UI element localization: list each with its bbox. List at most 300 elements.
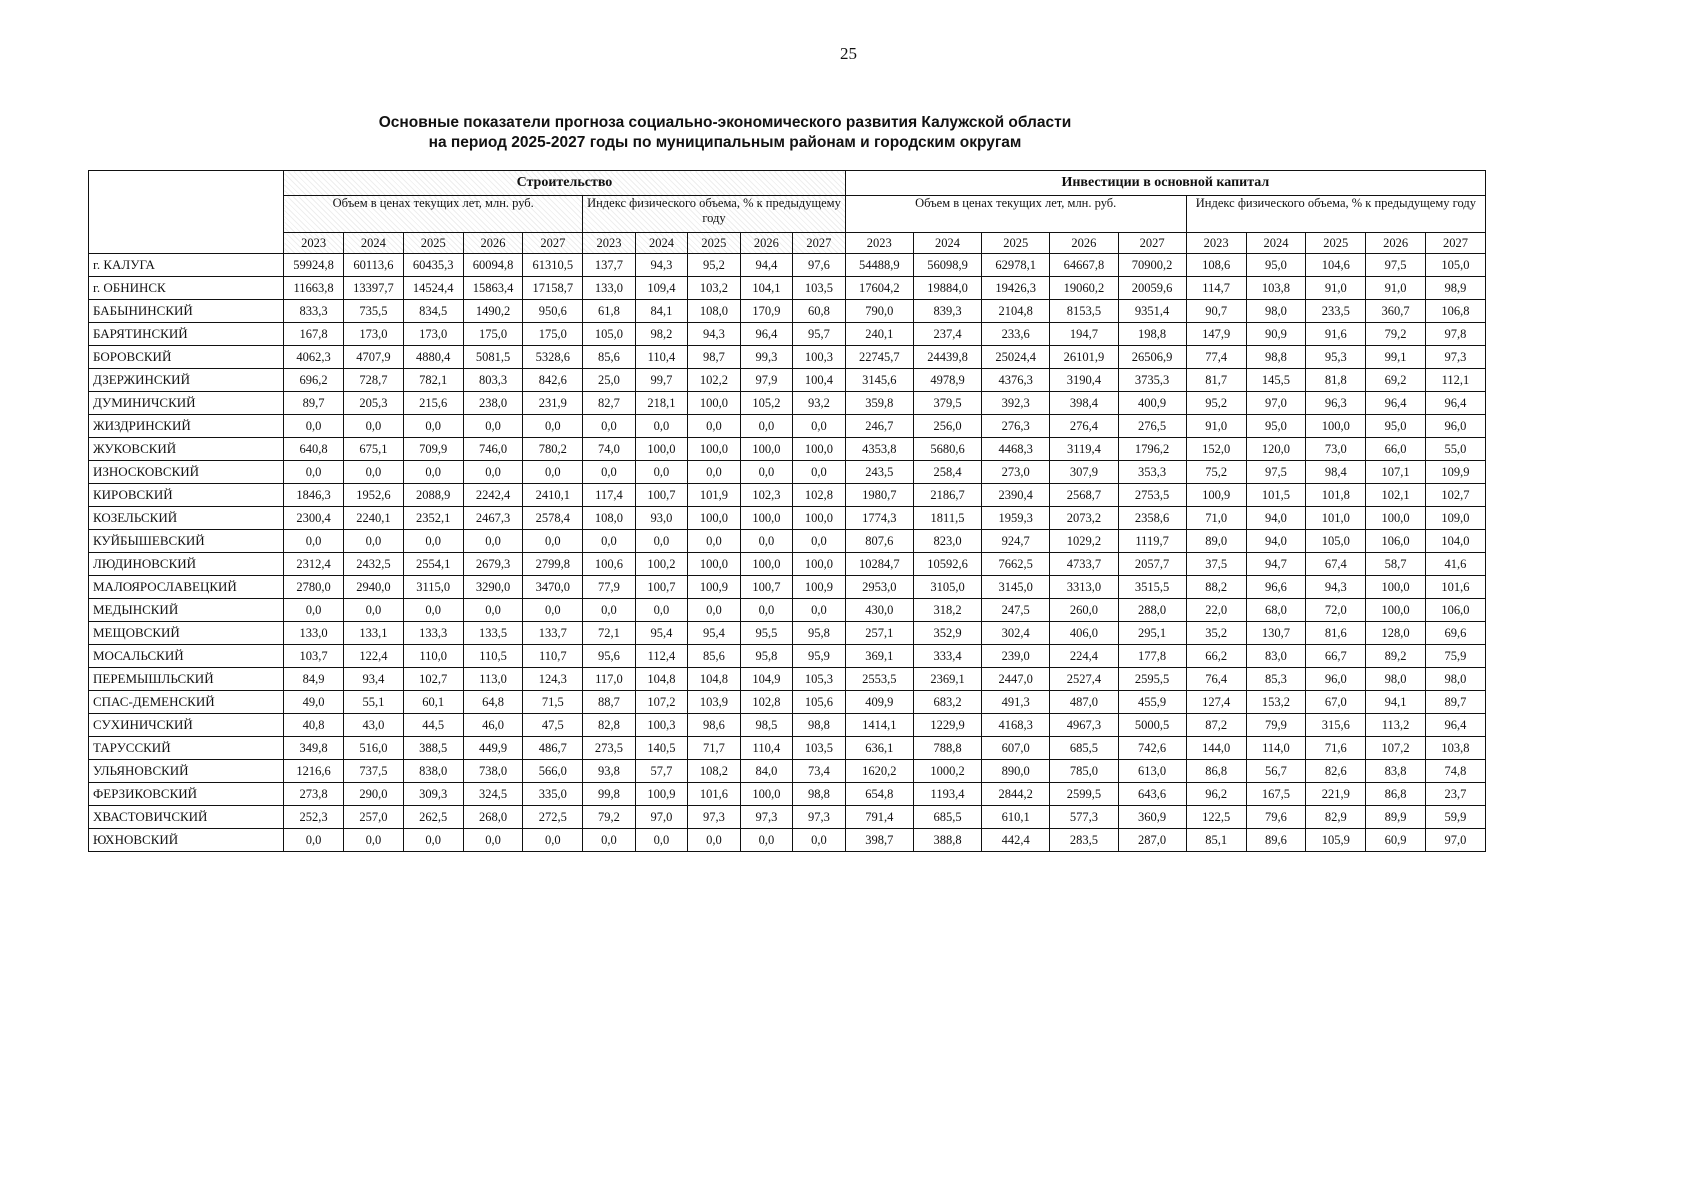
investment-index-cell: 74,8 <box>1425 760 1485 783</box>
construction-volume-cell: 1490,2 <box>463 300 523 323</box>
investment-index-cell: 106,8 <box>1425 300 1485 323</box>
construction-volume-cell: 167,8 <box>284 323 344 346</box>
construction-volume-cell: 4707,9 <box>344 346 404 369</box>
investment-index-cell: 95,3 <box>1306 346 1366 369</box>
construction-volume-cell: 2242,4 <box>463 484 523 507</box>
construction-index-cell: 98,6 <box>688 714 740 737</box>
construction-volume-cell: 124,3 <box>523 668 583 691</box>
construction-volume-cell: 60094,8 <box>463 254 523 277</box>
construction-volume-cell: 2300,4 <box>284 507 344 530</box>
investment-index-cell: 152,0 <box>1186 438 1246 461</box>
construction-volume-cell: 60113,6 <box>344 254 404 277</box>
construction-index-cell: 74,0 <box>583 438 635 461</box>
investment-volume-cell: 307,9 <box>1050 461 1118 484</box>
investment-volume-cell: 2844,2 <box>982 783 1050 806</box>
construction-volume-cell: 738,0 <box>463 760 523 783</box>
construction-index-cell: 103,5 <box>793 277 846 300</box>
district-name: г. ОБНИНСК <box>89 277 284 300</box>
investment-index-cell: 95,0 <box>1366 415 1426 438</box>
construction-volume-cell: 14524,4 <box>403 277 463 300</box>
construction-index-cell: 99,3 <box>740 346 792 369</box>
investment-volume-cell: 273,0 <box>982 461 1050 484</box>
investment-volume-cell: 224,4 <box>1050 645 1118 668</box>
investment-index-cell: 94,0 <box>1246 507 1306 530</box>
investment-index-cell: 67,0 <box>1306 691 1366 714</box>
construction-volume-cell: 0,0 <box>284 461 344 484</box>
investment-volume-cell: 288,0 <box>1118 599 1186 622</box>
table-row <box>89 438 1486 461</box>
investment-volume-cell: 276,3 <box>982 415 1050 438</box>
district-name: МЕЩОВСКИЙ <box>89 622 284 645</box>
investment-index-cell: 97,0 <box>1425 829 1485 852</box>
construction-index-cell: 100,0 <box>635 438 687 461</box>
investment-volume-year-header: 2026 <box>1050 233 1118 254</box>
investment-index-cell: 83,8 <box>1366 760 1426 783</box>
investment-volume-cell: 17604,2 <box>845 277 913 300</box>
subheader-row <box>89 196 1486 233</box>
construction-volume-cell: 696,2 <box>284 369 344 392</box>
investment-index-cell: 71,6 <box>1306 737 1366 760</box>
investment-index-cell: 122,5 <box>1186 806 1246 829</box>
construction-index-cell: 95,8 <box>793 622 846 645</box>
investment-volume-cell: 247,5 <box>982 599 1050 622</box>
construction-index-cell: 100,0 <box>740 553 792 576</box>
construction-index-cell: 0,0 <box>635 599 687 622</box>
investment-index-cell: 96,4 <box>1425 714 1485 737</box>
investment-volume-cell: 2595,5 <box>1118 668 1186 691</box>
investment-index-cell: 120,0 <box>1246 438 1306 461</box>
investment-index-cell: 56,7 <box>1246 760 1306 783</box>
construction-volume-cell: 1216,6 <box>284 760 344 783</box>
construction-volume-cell: 566,0 <box>523 760 583 783</box>
investment-volume-cell: 1414,1 <box>845 714 913 737</box>
construction-volume-cell: 0,0 <box>344 829 404 852</box>
investment-index-cell: 101,5 <box>1246 484 1306 507</box>
investment-index-cell: 58,7 <box>1366 553 1426 576</box>
investment-volume-cell: 369,1 <box>845 645 913 668</box>
construction-volume-cell: 0,0 <box>523 829 583 852</box>
construction-index-cell: 57,7 <box>635 760 687 783</box>
investment-index-cell: 89,9 <box>1366 806 1426 829</box>
investment-index-cell: 315,6 <box>1306 714 1366 737</box>
construction-volume-cell: 2467,3 <box>463 507 523 530</box>
investment-index-cell: 144,0 <box>1186 737 1246 760</box>
investment-index-cell: 81,7 <box>1186 369 1246 392</box>
construction-index-cell: 100,2 <box>635 553 687 576</box>
investment-index-cell: 145,5 <box>1246 369 1306 392</box>
indicators-table <box>88 170 1486 852</box>
table-row <box>89 829 1486 852</box>
construction-index-year-header: 2026 <box>740 233 792 254</box>
investment-volume-cell: 4967,3 <box>1050 714 1118 737</box>
investment-index-cell: 105,0 <box>1306 530 1366 553</box>
construction-index-cell: 94,4 <box>740 254 792 277</box>
investment-volume-cell: 8153,5 <box>1050 300 1118 323</box>
investment-volume-cell: 360,9 <box>1118 806 1186 829</box>
investment-index-cell: 360,7 <box>1366 300 1426 323</box>
investment-volume-cell: 3313,0 <box>1050 576 1118 599</box>
year-header-row <box>89 233 1486 254</box>
investment-volume-cell: 19426,3 <box>982 277 1050 300</box>
construction-index-cell: 100,0 <box>740 783 792 806</box>
construction-volume-cell: 273,8 <box>284 783 344 806</box>
investment-volume-cell: 198,8 <box>1118 323 1186 346</box>
table-row <box>89 599 1486 622</box>
investment-volume-cell: 9351,4 <box>1118 300 1186 323</box>
page-number: 25 <box>840 44 857 63</box>
investment-volume-cell: 26506,9 <box>1118 346 1186 369</box>
construction-index-cell: 0,0 <box>740 829 792 852</box>
construction-index-year-header: 2023 <box>583 233 635 254</box>
construction-volume-cell: 215,6 <box>403 392 463 415</box>
construction-index-cell: 88,7 <box>583 691 635 714</box>
construction-volume-cell: 0,0 <box>403 415 463 438</box>
table-row <box>89 691 1486 714</box>
construction-index-cell: 97,0 <box>635 806 687 829</box>
investment-volume-cell: 243,5 <box>845 461 913 484</box>
investment-volume-cell: 2073,2 <box>1050 507 1118 530</box>
construction-volume-cell: 49,0 <box>284 691 344 714</box>
construction-index-cell: 101,9 <box>688 484 740 507</box>
investment-volume-cell: 654,8 <box>845 783 913 806</box>
construction-volume-cell: 173,0 <box>344 323 404 346</box>
construction-index-cell: 0,0 <box>583 530 635 553</box>
investment-volume-cell: 10284,7 <box>845 553 913 576</box>
investment-volume-cell: 400,9 <box>1118 392 1186 415</box>
construction-volume-cell: 309,3 <box>403 783 463 806</box>
table-row <box>89 760 1486 783</box>
construction-volume-cell: 516,0 <box>344 737 404 760</box>
investment-index-cell: 94,3 <box>1306 576 1366 599</box>
district-column-header <box>89 171 284 254</box>
investment-index-cell: 59,9 <box>1425 806 1485 829</box>
investment-index-cell: 98,4 <box>1306 461 1366 484</box>
construction-volume-year-header: 2026 <box>463 233 523 254</box>
investment-index-cell: 100,0 <box>1366 576 1426 599</box>
investment-volume-cell: 610,1 <box>982 806 1050 829</box>
construction-volume-cell: 43,0 <box>344 714 404 737</box>
investment-volume-cell: 406,0 <box>1050 622 1118 645</box>
construction-volume-cell: 803,3 <box>463 369 523 392</box>
construction-volume-cell: 728,7 <box>344 369 404 392</box>
investment-index-cell: 104,0 <box>1425 530 1485 553</box>
investment-volume-cell: 1980,7 <box>845 484 913 507</box>
investment-index-year-header: 2027 <box>1425 233 1485 254</box>
investment-volume-cell: 839,3 <box>913 300 981 323</box>
investment-index-cell: 100,0 <box>1366 599 1426 622</box>
investment-index-cell: 91,0 <box>1366 277 1426 300</box>
district-name: БАБЫНИНСКИЙ <box>89 300 284 323</box>
construction-index-cell: 105,6 <box>793 691 846 714</box>
investment-index-cell: 97,8 <box>1425 323 1485 346</box>
district-name: МАЛОЯРОСЛАВЕЦКИЙ <box>89 576 284 599</box>
construction-volume-cell: 2352,1 <box>403 507 463 530</box>
construction-index-cell: 110,4 <box>635 346 687 369</box>
investment-volume-cell: 24439,8 <box>913 346 981 369</box>
investment-volume-cell: 636,1 <box>845 737 913 760</box>
investment-volume-cell: 1029,2 <box>1050 530 1118 553</box>
construction-volume-cell: 675,1 <box>344 438 404 461</box>
construction-volume-cell: 71,5 <box>523 691 583 714</box>
investment-index-header: Индекс физического объема, % к предыдущему году <box>1186 196 1485 233</box>
investment-index-cell: 73,0 <box>1306 438 1366 461</box>
construction-index-cell: 97,9 <box>740 369 792 392</box>
construction-volume-cell: 0,0 <box>344 530 404 553</box>
district-name: ДЗЕРЖИНСКИЙ <box>89 369 284 392</box>
investment-volume-cell: 2527,4 <box>1050 668 1118 691</box>
construction-volume-cell: 1846,3 <box>284 484 344 507</box>
table-row <box>89 369 1486 392</box>
investment-volume-cell: 3515,5 <box>1118 576 1186 599</box>
investment-volume-year-header: 2025 <box>982 233 1050 254</box>
investment-volume-cell: 430,0 <box>845 599 913 622</box>
construction-volume-cell: 133,5 <box>463 622 523 645</box>
construction-index-cell: 97,3 <box>740 806 792 829</box>
construction-index-cell: 73,4 <box>793 760 846 783</box>
construction-index-cell: 102,2 <box>688 369 740 392</box>
investment-volume-cell: 26101,9 <box>1050 346 1118 369</box>
construction-index-cell: 0,0 <box>740 415 792 438</box>
construction-index-cell: 97,3 <box>793 806 846 829</box>
investment-index-cell: 96,2 <box>1186 783 1246 806</box>
construction-volume-cell: 2940,0 <box>344 576 404 599</box>
construction-index-cell: 0,0 <box>583 415 635 438</box>
construction-index-cell: 104,8 <box>688 668 740 691</box>
construction-index-cell: 100,6 <box>583 553 635 576</box>
investment-volume-cell: 25024,4 <box>982 346 1050 369</box>
construction-volume-cell: 110,7 <box>523 645 583 668</box>
district-name: ФЕРЗИКОВСКИЙ <box>89 783 284 806</box>
investment-index-cell: 100,0 <box>1366 507 1426 530</box>
construction-volume-cell: 110,0 <box>403 645 463 668</box>
construction-volume-cell: 0,0 <box>463 829 523 852</box>
investment-volume-cell: 4733,7 <box>1050 553 1118 576</box>
investment-volume-cell: 19060,2 <box>1050 277 1118 300</box>
investment-index-cell: 94,7 <box>1246 553 1306 576</box>
construction-volume-cell: 84,9 <box>284 668 344 691</box>
investment-index-cell: 75,9 <box>1425 645 1485 668</box>
investment-index-cell: 95,2 <box>1186 392 1246 415</box>
investment-volume-cell: 379,5 <box>913 392 981 415</box>
investment-index-cell: 98,9 <box>1425 277 1485 300</box>
construction-index-year-header: 2025 <box>688 233 740 254</box>
investment-index-cell: 103,8 <box>1425 737 1485 760</box>
investment-volume-cell: 790,0 <box>845 300 913 323</box>
construction-volume-cell: 103,7 <box>284 645 344 668</box>
construction-index-cell: 100,7 <box>635 484 687 507</box>
investment-volume-cell: 239,0 <box>982 645 1050 668</box>
construction-index-cell: 0,0 <box>688 461 740 484</box>
investment-volume-cell: 683,2 <box>913 691 981 714</box>
construction-index-cell: 95,6 <box>583 645 635 668</box>
construction-index-cell: 100,7 <box>635 576 687 599</box>
construction-index-cell: 105,0 <box>583 323 635 346</box>
construction-volume-cell: 133,7 <box>523 622 583 645</box>
construction-volume-cell: 2088,9 <box>403 484 463 507</box>
investment-volume-cell: 577,3 <box>1050 806 1118 829</box>
investment-index-cell: 103,8 <box>1246 277 1306 300</box>
investment-volume-cell: 1774,3 <box>845 507 913 530</box>
construction-volume-cell: 0,0 <box>403 599 463 622</box>
investment-volume-cell: 2447,0 <box>982 668 1050 691</box>
investment-volume-cell: 287,0 <box>1118 829 1186 852</box>
investment-volume-cell: 2553,5 <box>845 668 913 691</box>
investment-volume-cell: 643,6 <box>1118 783 1186 806</box>
district-name: ДУМИНИЧСКИЙ <box>89 392 284 415</box>
investment-volume-cell: 455,9 <box>1118 691 1186 714</box>
construction-index-cell: 170,9 <box>740 300 792 323</box>
construction-index-cell: 100,0 <box>793 438 846 461</box>
construction-index-cell: 98,7 <box>688 346 740 369</box>
construction-volume-cell: 0,0 <box>403 829 463 852</box>
construction-index-cell: 100,4 <box>793 369 846 392</box>
construction-index-cell: 95,4 <box>688 622 740 645</box>
construction-volume-cell: 0,0 <box>523 415 583 438</box>
construction-volume-cell: 133,3 <box>403 622 463 645</box>
investment-volume-cell: 258,4 <box>913 461 981 484</box>
construction-volume-cell: 4880,4 <box>403 346 463 369</box>
table-row <box>89 415 1486 438</box>
construction-index-header: Индекс физического объема, % к предыдущему году <box>583 196 845 233</box>
investment-index-cell: 107,2 <box>1366 737 1426 760</box>
investment-volume-cell: 4168,3 <box>982 714 1050 737</box>
construction-index-cell: 100,0 <box>793 507 846 530</box>
construction-index-cell: 0,0 <box>793 530 846 553</box>
construction-index-cell: 0,0 <box>740 530 792 553</box>
construction-index-cell: 0,0 <box>793 415 846 438</box>
investment-volume-cell: 442,4 <box>982 829 1050 852</box>
investment-index-cell: 66,7 <box>1306 645 1366 668</box>
investment-volume-cell: 353,3 <box>1118 461 1186 484</box>
investment-index-cell: 108,6 <box>1186 254 1246 277</box>
investment-volume-cell: 1796,2 <box>1118 438 1186 461</box>
group-header-row <box>89 171 1486 196</box>
construction-index-cell: 0,0 <box>583 829 635 852</box>
table-body <box>89 254 1486 852</box>
document-title <box>0 113 1450 153</box>
investment-index-cell: 86,8 <box>1186 760 1246 783</box>
construction-volume-cell: 5081,5 <box>463 346 523 369</box>
construction-volume-cell: 0,0 <box>523 599 583 622</box>
investment-index-cell: 101,8 <box>1306 484 1366 507</box>
construction-volume-cell: 64,8 <box>463 691 523 714</box>
table-row <box>89 254 1486 277</box>
investment-volume-cell: 2753,5 <box>1118 484 1186 507</box>
investment-index-cell: 94,1 <box>1366 691 1426 714</box>
table-row <box>89 783 1486 806</box>
investment-volume-cell: 409,9 <box>845 691 913 714</box>
construction-index-cell: 93,2 <box>793 392 846 415</box>
investment-index-cell: 96,4 <box>1366 392 1426 415</box>
construction-index-cell: 108,0 <box>688 300 740 323</box>
construction-volume-cell: 173,0 <box>403 323 463 346</box>
investment-index-cell: 60,9 <box>1366 829 1426 852</box>
investment-volume-cell: 2953,0 <box>845 576 913 599</box>
investment-index-cell: 97,3 <box>1425 346 1485 369</box>
investment-volume-cell: 2568,7 <box>1050 484 1118 507</box>
construction-index-cell: 0,0 <box>635 461 687 484</box>
table-row <box>89 300 1486 323</box>
construction-index-cell: 273,5 <box>583 737 635 760</box>
investment-index-cell: 69,2 <box>1366 369 1426 392</box>
construction-volume-cell: 272,5 <box>523 806 583 829</box>
construction-volume-cell: 0,0 <box>403 461 463 484</box>
investment-index-cell: 82,6 <box>1306 760 1366 783</box>
investment-index-cell: 130,7 <box>1246 622 1306 645</box>
construction-index-cell: 100,3 <box>793 346 846 369</box>
investment-index-cell: 98,0 <box>1246 300 1306 323</box>
construction-index-cell: 98,8 <box>793 783 846 806</box>
construction-volume-cell: 0,0 <box>344 415 404 438</box>
construction-volume-cell: 0,0 <box>463 461 523 484</box>
investment-index-cell: 91,0 <box>1306 277 1366 300</box>
construction-volume-cell: 834,5 <box>403 300 463 323</box>
investment-index-cell: 102,1 <box>1366 484 1426 507</box>
construction-volume-cell: 780,2 <box>523 438 583 461</box>
investment-volume-cell: 1229,9 <box>913 714 981 737</box>
investment-volume-cell: 685,5 <box>913 806 981 829</box>
investment-index-cell: 91,6 <box>1306 323 1366 346</box>
construction-index-cell: 102,8 <box>793 484 846 507</box>
investment-index-cell: 75,2 <box>1186 461 1246 484</box>
construction-volume-cell: 257,0 <box>344 806 404 829</box>
construction-index-cell: 95,9 <box>793 645 846 668</box>
investment-index-cell: 153,2 <box>1246 691 1306 714</box>
investment-index-cell: 221,9 <box>1306 783 1366 806</box>
construction-volume-cell: 1952,6 <box>344 484 404 507</box>
investment-index-cell: 105,9 <box>1306 829 1366 852</box>
construction-volume-cell: 709,9 <box>403 438 463 461</box>
table-row <box>89 806 1486 829</box>
construction-index-cell: 93,0 <box>635 507 687 530</box>
construction-index-cell: 100,0 <box>688 553 740 576</box>
investment-index-cell: 89,6 <box>1246 829 1306 852</box>
construction-index-cell: 0,0 <box>635 415 687 438</box>
construction-volume-cell: 0,0 <box>523 461 583 484</box>
investment-index-cell: 79,2 <box>1366 323 1426 346</box>
table-row <box>89 392 1486 415</box>
construction-volume-cell: 55,1 <box>344 691 404 714</box>
investment-volume-cell: 302,4 <box>982 622 1050 645</box>
construction-volume-cell: 3470,0 <box>523 576 583 599</box>
investment-volume-cell: 257,1 <box>845 622 913 645</box>
investment-volume-cell: 788,8 <box>913 737 981 760</box>
construction-volume-cell: 0,0 <box>284 415 344 438</box>
construction-volume-cell: 11663,8 <box>284 277 344 300</box>
district-name: ИЗНОСКОВСКИЙ <box>89 461 284 484</box>
construction-volume-cell: 60435,3 <box>403 254 463 277</box>
construction-volume-cell: 5328,6 <box>523 346 583 369</box>
investment-volume-cell: 256,0 <box>913 415 981 438</box>
investment-index-cell: 69,6 <box>1425 622 1485 645</box>
table-row <box>89 530 1486 553</box>
construction-index-cell: 95,2 <box>688 254 740 277</box>
district-name: КИРОВСКИЙ <box>89 484 284 507</box>
construction-index-cell: 100,0 <box>740 438 792 461</box>
investment-volume-cell: 1000,2 <box>913 760 981 783</box>
table-row <box>89 714 1486 737</box>
table-row <box>89 668 1486 691</box>
construction-volume-cell: 2578,4 <box>523 507 583 530</box>
investment-volume-cell: 3145,6 <box>845 369 913 392</box>
investment-volume-header: Объем в ценах текущих лет, млн. руб. <box>845 196 1186 233</box>
investment-volume-cell: 10592,6 <box>913 553 981 576</box>
investment-index-cell: 147,9 <box>1186 323 1246 346</box>
investment-volume-cell: 352,9 <box>913 622 981 645</box>
construction-volume-cell: 640,8 <box>284 438 344 461</box>
investment-volume-cell: 4353,8 <box>845 438 913 461</box>
district-name: г. КАЛУГА <box>89 254 284 277</box>
